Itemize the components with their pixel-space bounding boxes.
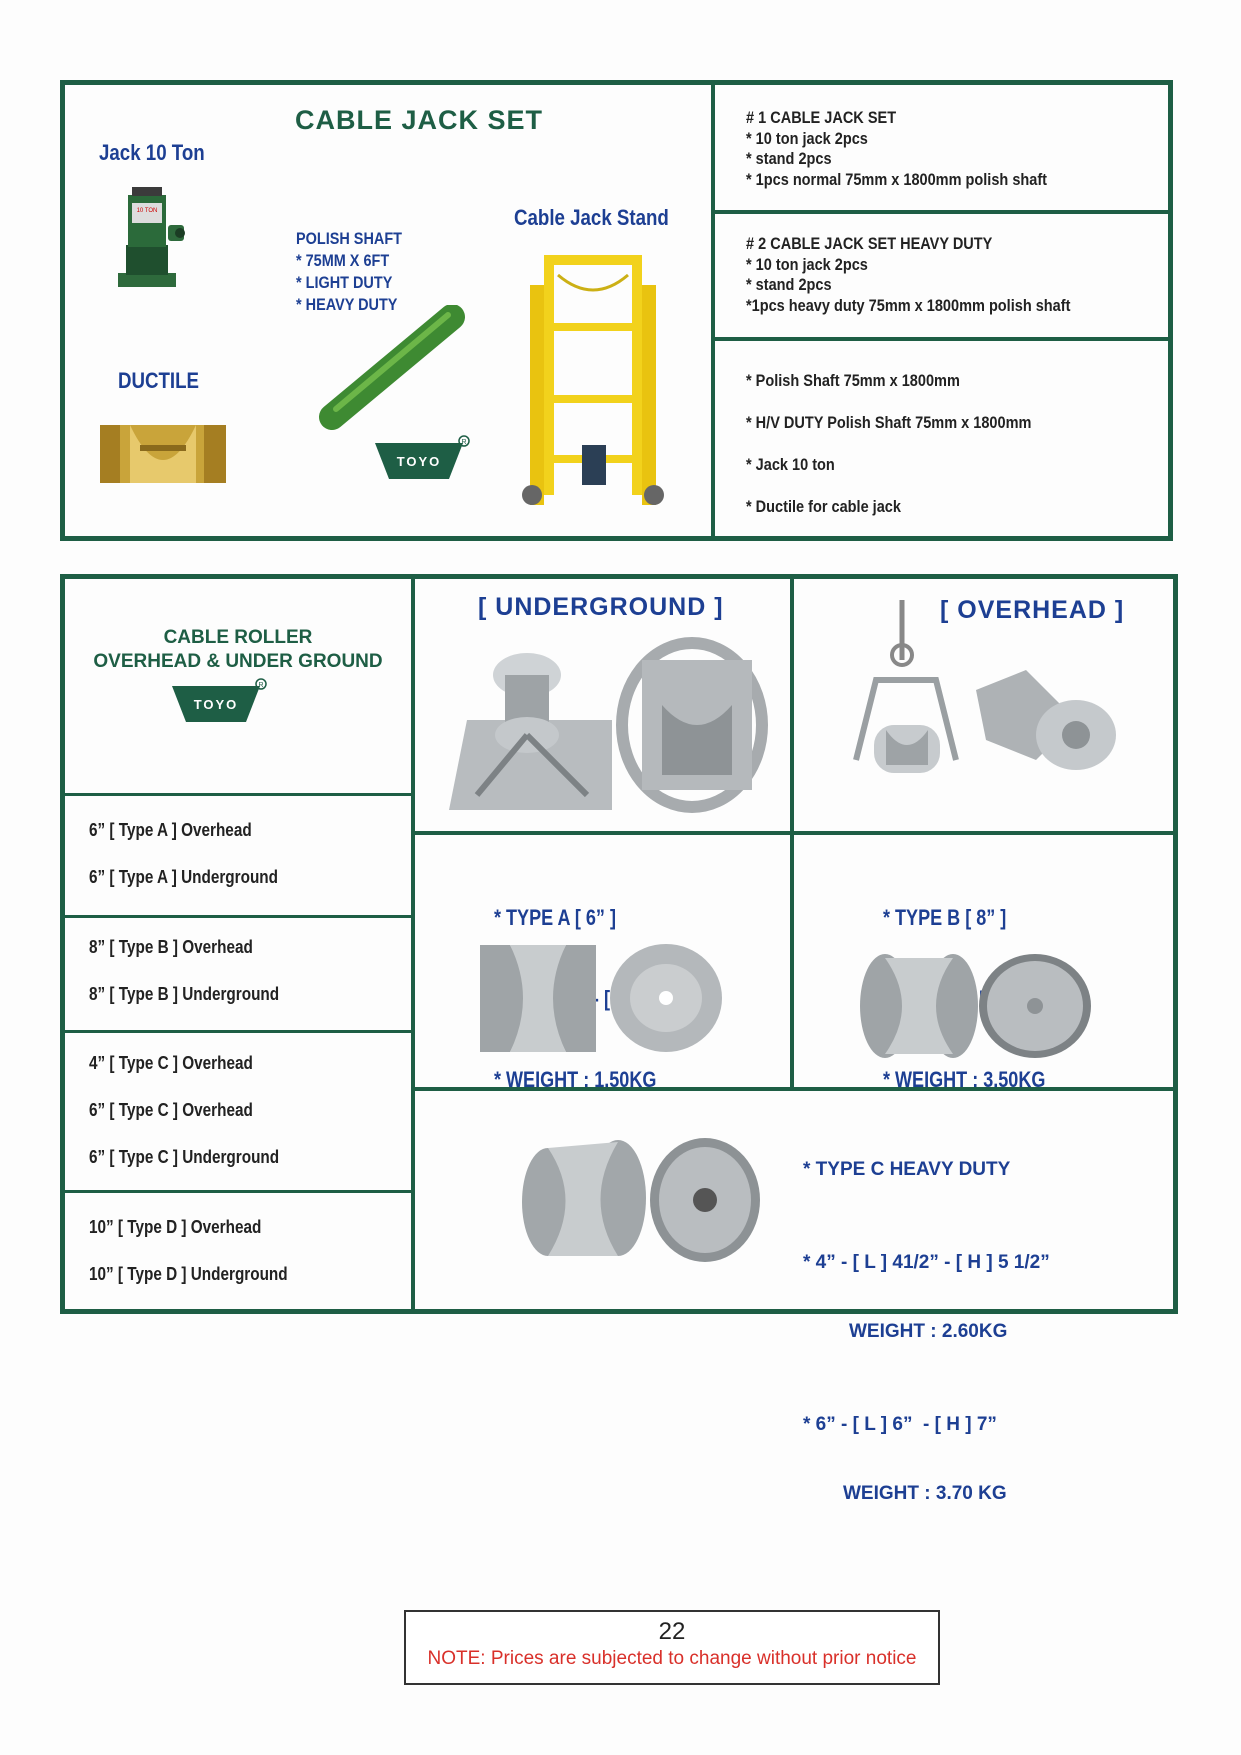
type-a-roller-image — [470, 940, 730, 1060]
footer-note-box — [404, 1610, 940, 1685]
overhead-heading: [ OVERHEAD ] — [940, 596, 1125, 624]
toyo-logo-text: TOYO — [396, 454, 442, 469]
divider — [713, 210, 1171, 214]
roller-item: 10” [ Type D ] Underground — [89, 1264, 288, 1284]
type-a-line: [ — [603, 986, 610, 1011]
svg-text:R: R — [461, 439, 467, 446]
type-b-line: * WEIGHT : 3.50KG — [883, 1067, 1046, 1092]
divider — [62, 793, 413, 796]
roller-item: 6” [ Type C ] Underground — [89, 1147, 280, 1167]
cable-jack-stand-image — [510, 245, 675, 510]
underground-roller-image — [447, 635, 777, 815]
divider — [62, 1190, 413, 1193]
type-b-line: * TYPE B [ 8” ] — [883, 905, 1007, 930]
set1-info — [746, 108, 1047, 190]
page-number: 22 — [658, 1618, 686, 1645]
toyo-logo-text: TOYO — [193, 697, 239, 712]
divider — [713, 337, 1171, 341]
parts-item: * H/V DUTY Polish Shaft 75mm x 1800mm — [746, 414, 1032, 432]
parts-list — [746, 360, 1031, 528]
type-c-spec1: * 4” - [ L ] 41/2” - [ H ] 5 1/2” — [803, 1252, 1050, 1273]
roller-item: 8” [ Type B ] Overhead — [89, 937, 253, 957]
polish-shaft-image — [312, 305, 472, 435]
divider — [62, 915, 413, 918]
shaft-line: * 75MM X 6FT — [296, 251, 390, 270]
type-c-weight1: WEIGHT : 2.60KG — [849, 1321, 1008, 1342]
type-c-roller-image — [510, 1130, 760, 1270]
type-c-weight2: WEIGHT : 3.70 KG — [843, 1483, 1007, 1504]
set2-line: * 10 ton jack 2pcs — [746, 255, 868, 274]
parts-item: * Jack 10 ton — [746, 456, 835, 474]
type-c-spec — [803, 1112, 1050, 1528]
roller-item: 6” [ Type A ] Underground — [89, 867, 278, 887]
toyo-logo — [373, 435, 471, 485]
ductile-image — [100, 425, 226, 483]
toyo-logo — [170, 678, 268, 728]
shaft-title: POLISH SHAFT — [296, 229, 402, 248]
divider — [711, 82, 715, 540]
divider — [411, 576, 415, 1312]
stand-label: Cable Jack Stand — [514, 205, 669, 230]
roller-title — [68, 626, 408, 674]
set2-line: *1pcs heavy duty 75mm x 1800mm polish shaft — [746, 296, 1071, 315]
price-note: NOTE: Prices are subjected to change without prior notice — [427, 1648, 917, 1669]
shaft-line: * HEAVY DUTY — [296, 295, 398, 314]
type-c-title: * TYPE C HEAVY DUTY — [803, 1159, 1011, 1180]
shaft-line: * LIGHT DUTY — [296, 273, 393, 292]
divider — [62, 1030, 413, 1033]
roller-item: 10” [ Type D ] Overhead — [89, 1217, 262, 1237]
type-a-line: * WEIGHT : 1.50KG — [494, 1067, 657, 1092]
type-c-spec2: * 6” - [ L ] 6” - [ H ] 7” — [803, 1414, 997, 1435]
section-title: CABLE JACK SET — [295, 105, 544, 135]
underground-heading: [ UNDERGROUND ] — [478, 593, 724, 621]
shaft-info — [296, 228, 402, 316]
jack-body-text: 10 TON — [136, 208, 158, 214]
parts-item: * Polish Shaft 75mm x 1800mm — [746, 372, 960, 390]
jack-label: Jack 10 Ton — [99, 140, 205, 165]
roller-item: 6” [ Type A ] Overhead — [89, 820, 252, 840]
roller-item: 6” [ Type C ] Overhead — [89, 1100, 253, 1120]
divider — [413, 831, 1175, 835]
ductile-label: DUCTILE — [118, 368, 200, 393]
parts-item: * Ductile for cable jack — [746, 498, 901, 516]
svg-text:R: R — [258, 682, 264, 689]
set2-line: * stand 2pcs — [746, 276, 832, 294]
set1-line: * 10 ton jack 2pcs — [746, 129, 868, 148]
set1-line: * stand 2pcs — [746, 150, 832, 168]
set2-title: # 2 CABLE JACK SET HEAVY DUTY — [746, 235, 993, 253]
set1-line: * 1pcs normal 75mm x 1800mm polish shaft — [746, 170, 1048, 189]
set2-info — [746, 234, 1070, 316]
roller-item: 8” [ Type B ] Underground — [89, 984, 280, 1004]
type-b-roller-image — [850, 950, 1100, 1065]
set1-title: # 1 CABLE JACK SET — [746, 109, 897, 127]
type-a-line: * TYPE A [ 6” ] — [494, 905, 616, 930]
overhead-roller-image — [826, 600, 1136, 805]
roller-title-line1: CABLE ROLLER — [163, 627, 313, 648]
roller-item: 4” [ Type C ] Overhead — [89, 1053, 253, 1073]
roller-title-line2: OVERHEAD & UNDER GROUND — [93, 651, 383, 672]
hydraulic-jack-image — [114, 185, 194, 290]
